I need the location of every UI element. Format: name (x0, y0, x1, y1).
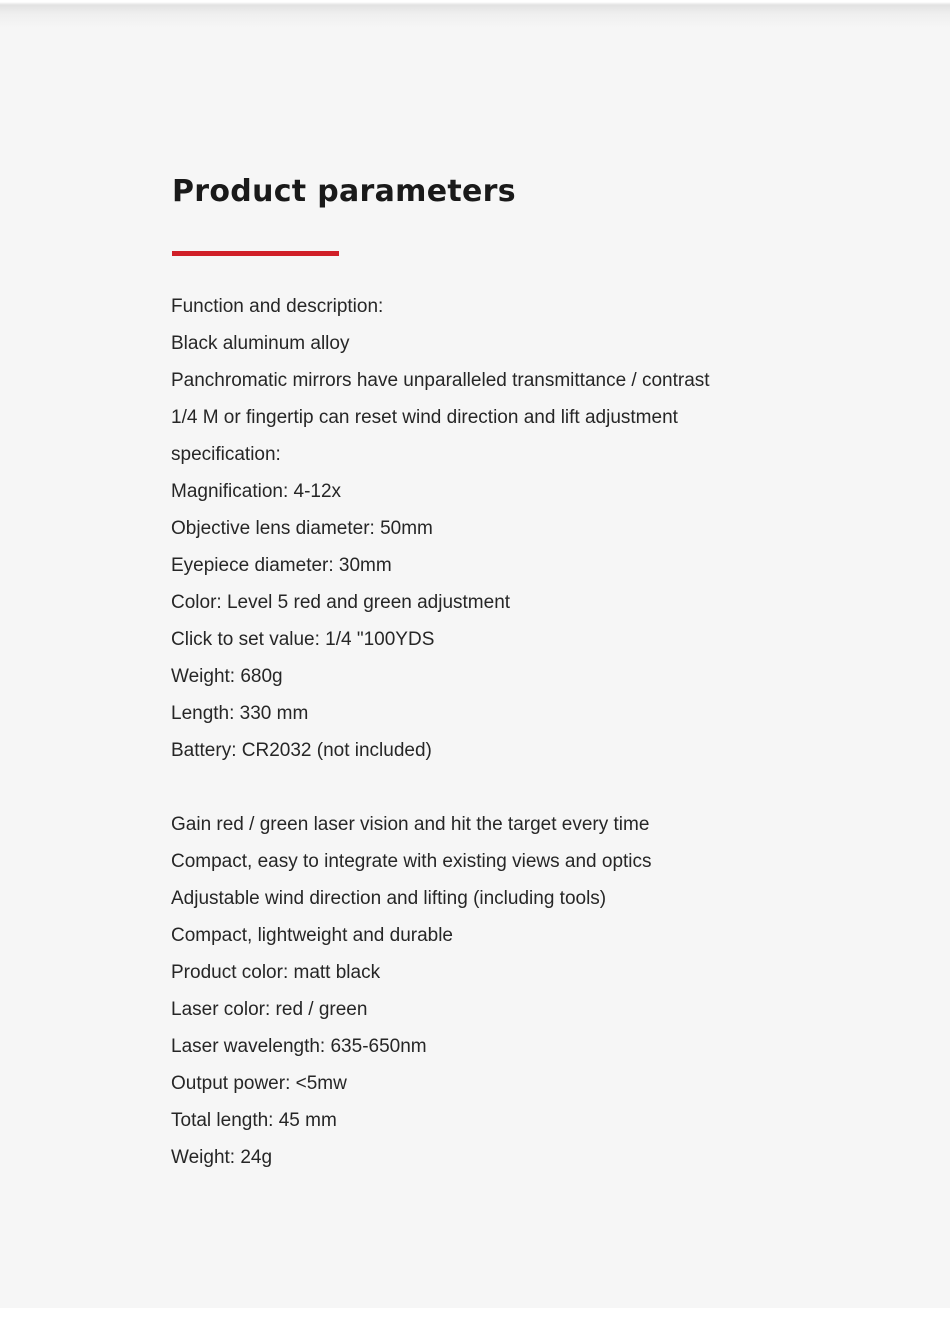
spec-line: Magnification: 4-12x (171, 481, 342, 502)
spec-line: specification: (171, 444, 281, 465)
spec-line: Click to set value: 1/4 "100YDS (171, 629, 435, 650)
spec-line: Eyepiece diameter: 30mm (171, 555, 392, 576)
spec-line: Panchromatic mirrors have unparalleled transmittance / contrast (171, 370, 710, 391)
scope-spec-list (171, 288, 891, 769)
spec-line: Length: 330 mm (171, 703, 309, 724)
spec-line: Gain red / green laser vision and hit the target every time (171, 814, 650, 835)
spec-line: Output power: <5mw (171, 1073, 347, 1094)
spec-line: Total length: 45 mm (171, 1110, 337, 1131)
section-title: Product parameters (172, 174, 516, 209)
spec-line: Battery: CR2032 (not included) (171, 740, 432, 761)
spec-line: Laser wavelength: 635-650nm (171, 1036, 427, 1057)
title-accent-bar (172, 251, 339, 256)
spec-line: Product color: matt black (171, 962, 381, 983)
laser-spec-list (171, 806, 891, 1176)
spec-line: Adjustable wind direction and lifting (including tools) (171, 888, 607, 909)
spec-line: Function and description: (171, 296, 384, 317)
spec-line: Weight: 680g (171, 666, 283, 687)
spec-line: 1/4 M or fingertip can reset wind direction and lift adjustment (171, 407, 678, 428)
spec-line: Color: Level 5 red and green adjustment (171, 592, 511, 613)
spec-line: Laser color: red / green (171, 999, 368, 1020)
spec-line: Objective lens diameter: 50mm (171, 518, 433, 539)
spec-line: Compact, easy to integrate with existing views and optics (171, 851, 652, 872)
spec-line: Black aluminum alloy (171, 333, 350, 354)
spec-line: Compact, lightweight and durable (171, 925, 454, 946)
top-shadow-divider (0, 0, 950, 28)
spec-line: Weight: 24g (171, 1147, 273, 1168)
